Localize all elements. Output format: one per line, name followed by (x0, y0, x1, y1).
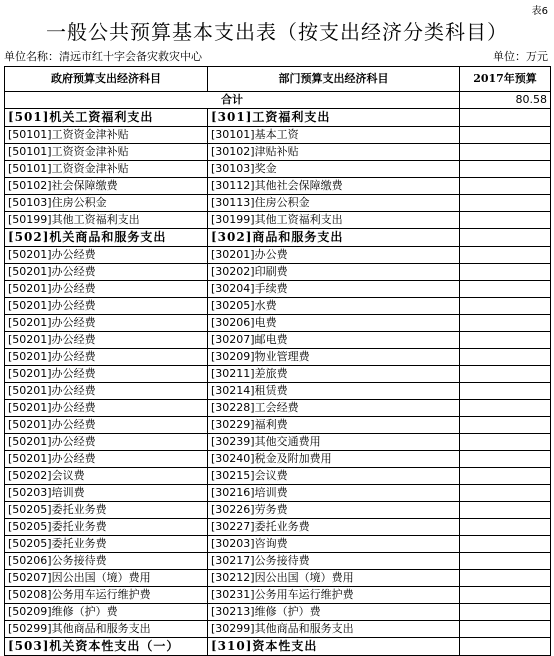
dept-category-cell: [30228]工会经费 (208, 400, 460, 417)
amount-cell (460, 383, 551, 400)
amount-cell (460, 144, 551, 161)
dept-category-cell: [30204]手续费 (208, 281, 460, 298)
category-row (5, 109, 551, 127)
dept-category-cell: [30217]公务接待费 (208, 553, 460, 570)
table-row (5, 587, 551, 604)
table-row (5, 315, 551, 332)
header-budget-2017: 2017年预算 (460, 67, 551, 92)
amount-cell (460, 315, 551, 332)
gov-category-cell: [50201]办公经费 (5, 315, 208, 332)
category-row (5, 638, 551, 656)
header-dept-category: 部门预算支出经济科目 (208, 67, 460, 92)
gov-category-cell: [50201]办公经费 (5, 247, 208, 264)
table-row (5, 485, 551, 502)
dept-category-cell: [30231]公务用车运行维护费 (208, 587, 460, 604)
dept-category-cell: [30215]会议费 (208, 468, 460, 485)
table-row (5, 366, 551, 383)
dept-category-cell: [301]工资福利支出 (208, 109, 460, 127)
gov-category-cell: [50205]委托业务费 (5, 502, 208, 519)
amount-cell (460, 485, 551, 502)
header-gov-category: 政府预算支出经济科目 (5, 67, 208, 92)
amount-cell (460, 247, 551, 264)
gov-category-cell: [50202]会议费 (5, 468, 208, 485)
total-amount: 80.58 (460, 92, 551, 109)
table-row (5, 570, 551, 587)
dept-category-cell: [30202]印刷费 (208, 264, 460, 281)
gov-category-cell: [50201]办公经费 (5, 383, 208, 400)
gov-category-cell: [501]机关工资福利支出 (5, 109, 208, 127)
amount-cell (460, 349, 551, 366)
dept-category-cell: [30239]其他交通费用 (208, 434, 460, 451)
gov-category-cell: [50101]工资资金津补贴 (5, 127, 208, 144)
amount-cell (460, 417, 551, 434)
gov-category-cell: [50201]办公经费 (5, 332, 208, 349)
amount-cell (460, 587, 551, 604)
amount-cell (460, 553, 551, 570)
table-row (5, 281, 551, 298)
table-row (5, 502, 551, 519)
dept-category-cell: [30205]水费 (208, 298, 460, 315)
dept-category-cell: [30216]培训费 (208, 485, 460, 502)
amount-cell (460, 212, 551, 229)
dept-category-cell: [30211]差旅费 (208, 366, 460, 383)
table-row (5, 178, 551, 195)
amount-cell (460, 638, 551, 656)
table-row (5, 468, 551, 485)
amount-cell (460, 519, 551, 536)
gov-category-cell: [50201]办公经费 (5, 264, 208, 281)
table-row (5, 621, 551, 638)
table-row (5, 298, 551, 315)
gov-category-cell: [50201]办公经费 (5, 451, 208, 468)
dept-category-cell: [30212]因公出国（境）费用 (208, 570, 460, 587)
budget-table (4, 66, 551, 656)
dept-category-cell: [30101]基本工资 (208, 127, 460, 144)
category-row (5, 229, 551, 247)
gov-category-cell: [50103]住房公积金 (5, 195, 208, 212)
amount-cell (460, 536, 551, 553)
dept-category-cell: [30226]劳务费 (208, 502, 460, 519)
table-row (5, 417, 551, 434)
table-row (5, 247, 551, 264)
amount-cell (460, 178, 551, 195)
amount-cell (460, 366, 551, 383)
amount-cell (460, 570, 551, 587)
gov-category-cell: [50209]维修（护）费 (5, 604, 208, 621)
table-header-row (5, 67, 551, 92)
dept-category-cell: [310]资本性支出 (208, 638, 460, 656)
amount-cell (460, 195, 551, 212)
dept-category-cell: [30299]其他商品和服务支出 (208, 621, 460, 638)
table-row (5, 400, 551, 417)
table-row (5, 264, 551, 281)
dept-category-cell: [30201]办公费 (208, 247, 460, 264)
dept-category-cell: [30229]福利费 (208, 417, 460, 434)
total-label: 合计 (5, 92, 460, 109)
dept-category-cell: [30102]津贴补贴 (208, 144, 460, 161)
table-row (5, 451, 551, 468)
amount-cell (460, 298, 551, 315)
table-row (5, 604, 551, 621)
table-row (5, 161, 551, 178)
table-row (5, 519, 551, 536)
meta-bar (4, 48, 550, 64)
amount-cell (460, 264, 551, 281)
dept-category-cell: [30199]其他工资福利支出 (208, 212, 460, 229)
gov-category-cell: [50203]培训费 (5, 485, 208, 502)
gov-category-cell: [50201]办公经费 (5, 366, 208, 383)
gov-category-cell: [50201]办公经费 (5, 400, 208, 417)
table-row (5, 212, 551, 229)
amount-cell (460, 434, 551, 451)
table-row (5, 553, 551, 570)
amount-cell (460, 468, 551, 485)
dept-category-cell: [30209]物业管理费 (208, 349, 460, 366)
amount-cell (460, 127, 551, 144)
dept-category-cell: [30112]其他社会保障缴费 (208, 178, 460, 195)
table-row (5, 332, 551, 349)
gov-category-cell: [50207]因公出国（境）费用 (5, 570, 208, 587)
total-row (5, 92, 551, 109)
dept-category-cell: [30103]奖金 (208, 161, 460, 178)
dept-category-cell: [30227]委托业务费 (208, 519, 460, 536)
gov-category-cell: [50102]社会保障缴费 (5, 178, 208, 195)
gov-category-cell: [50206]公务接待费 (5, 553, 208, 570)
amount-cell (460, 332, 551, 349)
amount-cell (460, 451, 551, 468)
sheet-label: 表6 (531, 6, 548, 17)
table-row (5, 383, 551, 400)
gov-category-cell: [50101]工资资金津补贴 (5, 144, 208, 161)
table-row (5, 536, 551, 553)
table-row (5, 127, 551, 144)
gov-category-cell: [50201]办公经费 (5, 434, 208, 451)
dept-category-cell: [30207]邮电费 (208, 332, 460, 349)
gov-category-cell: [50201]办公经费 (5, 417, 208, 434)
gov-category-cell: [50201]办公经费 (5, 298, 208, 315)
gov-category-cell: [50101]工资资金津补贴 (5, 161, 208, 178)
amount-cell (460, 400, 551, 417)
dept-category-cell: [30214]租赁费 (208, 383, 460, 400)
table-body (5, 92, 551, 656)
unit-name: 单位名称：清远市红十字会备灾救灾中心 (4, 50, 202, 63)
dept-category-cell: [30213]维修（护）费 (208, 604, 460, 621)
dept-category-cell: [30113]住房公积金 (208, 195, 460, 212)
table-row (5, 434, 551, 451)
table-row (5, 349, 551, 366)
amount-cell (460, 161, 551, 178)
amount-cell (460, 229, 551, 247)
gov-category-cell: [50199]其他工资福利支出 (5, 212, 208, 229)
table-row (5, 195, 551, 212)
amount-cell (460, 502, 551, 519)
table-row (5, 144, 551, 161)
amount-cell (460, 604, 551, 621)
dept-category-cell: [30240]税金及附加费用 (208, 451, 460, 468)
amount-cell (460, 621, 551, 638)
gov-category-cell: [50205]委托业务费 (5, 536, 208, 553)
gov-category-cell: [503]机关资本性支出（一） (5, 638, 208, 656)
dept-category-cell: [30206]电费 (208, 315, 460, 332)
gov-category-cell: [502]机关商品和服务支出 (5, 229, 208, 247)
amount-cell (460, 281, 551, 298)
gov-category-cell: [50201]办公经费 (5, 349, 208, 366)
gov-category-cell: [50201]办公经费 (5, 281, 208, 298)
page-title: 一般公共预算基本支出表（按支出经济分类科目） (46, 20, 508, 44)
dept-category-cell: [30203]咨询费 (208, 536, 460, 553)
gov-category-cell: [50208]公务用车运行维护费 (5, 587, 208, 604)
currency-unit: 单位：万元 (493, 50, 548, 63)
gov-category-cell: [50205]委托业务费 (5, 519, 208, 536)
gov-category-cell: [50299]其他商品和服务支出 (5, 621, 208, 638)
dept-category-cell: [302]商品和服务支出 (208, 229, 460, 247)
amount-cell (460, 109, 551, 127)
